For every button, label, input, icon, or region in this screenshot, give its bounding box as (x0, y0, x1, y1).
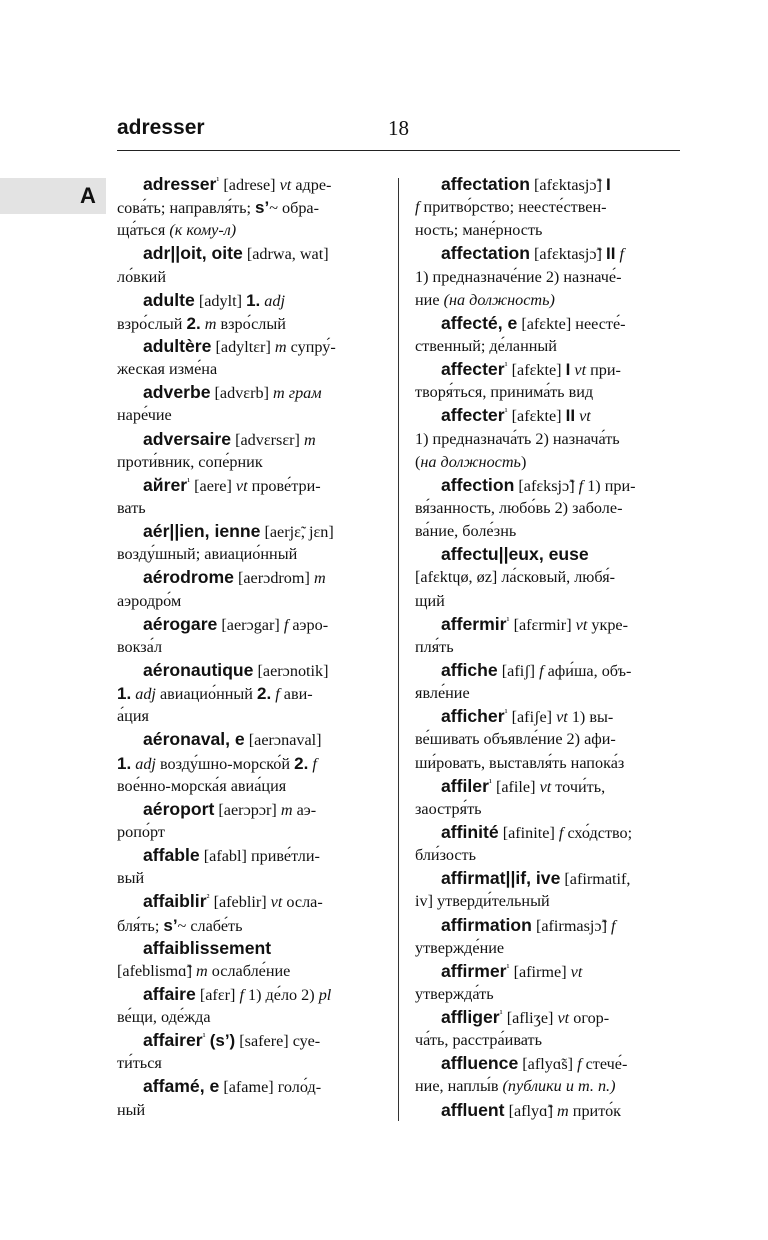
entry-text: осла- (282, 893, 323, 912)
headword: affection (441, 474, 515, 495)
entry-line (117, 566, 364, 589)
entry-text: [adylt] (194, 291, 247, 310)
entry-text: [afiʃe] (507, 708, 557, 727)
entry-line (117, 613, 364, 636)
entry-text: ( (415, 452, 421, 471)
entry-text: ¹ (506, 962, 510, 974)
grammar-label: m (196, 961, 208, 980)
entry-text: возду́шно-морско́й (155, 754, 295, 773)
entry-line (415, 937, 677, 960)
entry-line (117, 705, 364, 728)
grammar-label: m (557, 1101, 569, 1120)
entry-line (415, 682, 677, 705)
entry-text: [aere] (190, 476, 236, 495)
entry-line (415, 289, 677, 312)
headword: adresser (143, 174, 217, 194)
entry-text: [aerɔdrom] (233, 569, 314, 588)
entry-line (117, 289, 364, 312)
entry-text: бля́ть; (117, 916, 164, 935)
sense-marker: (s’) (209, 1031, 236, 1051)
headword: affecter (441, 359, 505, 380)
entry-line (117, 520, 364, 543)
entry-line (415, 914, 677, 937)
grammar-label: f (275, 685, 280, 704)
entry-line (415, 266, 677, 289)
entry-text: аэродро́м (117, 591, 182, 610)
entry-text: [safere] суе- (235, 1032, 321, 1051)
entry-text: а́ция (117, 707, 149, 726)
entry-text: адре- (291, 176, 332, 194)
entry-text: [afɛktɥø, øz] ла́сковый, любя́- (415, 568, 616, 587)
entry-text: [afɛr] (195, 985, 240, 1004)
entry-line (117, 1099, 364, 1122)
headword: aér||ien, ienne (143, 521, 261, 542)
grammar-label: f (239, 985, 244, 1004)
entry-text: супру́- (286, 337, 336, 356)
entry-text: ~ обра- (269, 199, 320, 218)
entry-line (117, 381, 364, 404)
grammar-label: f (619, 245, 624, 264)
entry-text: ши́ровать, выставля́ть напока́з (415, 753, 625, 772)
entry-text: [afɛkte] (507, 361, 566, 380)
entry-line (117, 821, 364, 844)
entry-line (117, 844, 364, 867)
entry-line (415, 543, 677, 566)
entry-line (117, 266, 364, 289)
grammar-label: m (204, 314, 217, 333)
headword: affinité (441, 821, 499, 842)
grammar-label: pl (318, 985, 332, 1004)
entry-line (415, 520, 677, 543)
entry-text: вать (117, 498, 146, 517)
entry-text: вый (117, 869, 145, 888)
entry-line (415, 590, 677, 613)
sense-marker: 2. (186, 313, 201, 333)
grammar-label: vt (556, 708, 568, 727)
grammar-label: f (283, 615, 289, 634)
headword: affectation (441, 243, 530, 264)
entry-text: проти́вник, сопе́рник (117, 452, 263, 471)
headword: affaire (143, 983, 196, 1004)
sense-marker: s’ (255, 198, 270, 218)
entry-line (117, 1006, 364, 1029)
entry-text: [afirmasjɔ̃] (531, 916, 612, 935)
entry-line (415, 1099, 677, 1122)
entry-text: [aflyɑ̃] (504, 1101, 558, 1120)
headword: affairer (143, 1030, 203, 1051)
grammar-label: vt (579, 407, 591, 426)
headword: adr||oit, oite (143, 243, 243, 264)
entry-line (415, 867, 677, 890)
entry-text: точи́ть, (551, 777, 606, 796)
entry-line (117, 798, 364, 821)
entry-text: вя́занность, любо́вь 2) заболе- (415, 498, 623, 517)
entry-text: ¹ (216, 175, 220, 187)
grammar-label: f (539, 661, 544, 680)
entry-line (415, 1029, 677, 1052)
entry-line (117, 428, 364, 451)
sense-marker: 1. (117, 753, 132, 773)
entry-text: ние, наплы́в (415, 1077, 503, 1096)
entry-line (117, 312, 364, 335)
entry-text: ¹ (499, 1008, 503, 1020)
entry-line (415, 242, 677, 265)
entry-line (415, 335, 677, 358)
entry-text: [afɛkte] неесте́- (517, 314, 626, 333)
entry-line (117, 242, 364, 265)
entry-text: [adyltɛr] (211, 337, 275, 356)
entry-text: прове́три- (247, 476, 321, 495)
entry-line (415, 728, 677, 751)
entry-line (117, 335, 364, 358)
entry-text: [aflyɑ̃s] (518, 1055, 578, 1074)
entry-text: [afɛktasjɔ̃] (529, 176, 606, 194)
entry-line (117, 983, 364, 1006)
entry-text: ве́щи, оде́жда (117, 1008, 211, 1027)
headword: affirmat||if, ive (441, 868, 561, 889)
entry-line (415, 404, 677, 427)
entry-text: 1) предназнача́ть 2) назнача́ть (415, 429, 620, 448)
entry-line (415, 890, 677, 913)
entry-text: заостря́ть (415, 799, 482, 818)
entry-line (117, 219, 364, 242)
entry-line (415, 983, 677, 1006)
entry-line (117, 775, 364, 798)
entry-line (415, 196, 677, 219)
entry-text: [afɛkte] (507, 407, 566, 426)
entry-text: при- (586, 361, 621, 380)
entry-text: схо́дство; (563, 823, 633, 842)
entry-text: [advɛrb] (210, 384, 274, 403)
entry-line (117, 659, 364, 682)
headword: aéroport (143, 798, 215, 819)
entry-line (117, 636, 364, 659)
entry-text: ло́вкий (117, 267, 167, 286)
entry-text: [afɛktasjɔ̃] (529, 245, 606, 264)
entry-line (117, 196, 364, 219)
grammar-label: vt (575, 615, 588, 634)
entry-text: вокза́л (117, 637, 163, 656)
entry-line (415, 173, 677, 196)
entry-text: ¹ (488, 777, 492, 789)
grammar-label: vt (570, 962, 583, 981)
grammar-label: vt (574, 361, 587, 380)
entry-text: жеская изме́на (117, 360, 218, 379)
sense-marker: 2. (294, 753, 309, 773)
headword: affaiblir (143, 891, 207, 912)
entry-text: [afile] (491, 777, 540, 796)
entry-text: [afliʒe] (502, 1009, 558, 1028)
entry-text: пля́ть (415, 637, 454, 656)
entry-text: 1) де́ло 2) (243, 985, 319, 1004)
entry-text: ¹ (187, 476, 191, 488)
grammar-label: f (578, 476, 584, 495)
entry-text: ² (206, 892, 210, 904)
entry-line (117, 914, 364, 937)
entry-line (415, 636, 677, 659)
entry-line (117, 497, 364, 520)
entry-text: щий (415, 591, 445, 610)
entry-line (117, 474, 364, 497)
entry-text: [afame] голо́д- (219, 1078, 322, 1097)
entry-line (117, 960, 364, 983)
entry-line (415, 821, 677, 844)
entry-text: афи́ша, объ- (543, 661, 632, 680)
entry-text: ¹ (202, 1031, 206, 1043)
entry-text: [aerjɛ̃, jɛn] (260, 523, 334, 542)
headword: affluent (441, 1099, 505, 1120)
headword: aéronautique (143, 659, 254, 680)
entry-text: вое́нно-морска́я авиа́ция (117, 776, 287, 795)
entry-text: ¹ (504, 407, 508, 419)
entry-line (415, 1052, 677, 1075)
entry-text: [afɛksjɔ̃] (514, 476, 579, 495)
sense-marker: I (605, 175, 611, 194)
headword: adulte (143, 289, 195, 310)
entry-line (415, 381, 677, 404)
entry-text: [afeblir] (209, 893, 271, 912)
entry-text: возду́шный; авиацио́нный (117, 545, 298, 564)
entry-text: огор- (569, 1009, 610, 1028)
grammar-label: adj (135, 754, 156, 773)
entry-line (117, 1075, 364, 1098)
entry-line (415, 659, 677, 682)
entry-text: ¹ (504, 360, 508, 372)
entry-line (415, 1075, 677, 1098)
entry-line (415, 497, 677, 520)
entry-line (415, 219, 677, 242)
grammar-label: m (274, 337, 287, 356)
headword: aéronaval, e (143, 729, 245, 750)
entry-text: укре- (587, 615, 629, 634)
entry-text: [adrwa, wat] (242, 245, 329, 264)
grammar-label: m (280, 800, 293, 819)
entry-text: 1) вы- (567, 708, 614, 727)
entry-line (117, 867, 364, 890)
headword: affamé, e (143, 1076, 220, 1097)
entry-text: утвержде́ние (415, 938, 505, 957)
headword: affaiblissement (143, 937, 272, 958)
entry-line (415, 358, 677, 381)
grammar-label: vt (539, 777, 552, 796)
grammar-label: m (303, 430, 316, 449)
entry-text: [afirme] (509, 962, 571, 981)
entry-text: аэро- (288, 615, 329, 634)
sense-marker: II (605, 244, 616, 264)
left-column (117, 173, 364, 1122)
entry-line (415, 312, 677, 335)
headword: adversaire (143, 428, 232, 449)
entry-text: [afeblismɑ̃] (117, 961, 197, 980)
entry-line (117, 1052, 364, 1075)
running-head-word: adresser (117, 116, 205, 139)
headword: affecté, e (441, 312, 518, 333)
entry-line (117, 682, 364, 705)
headword: affecter (441, 405, 505, 426)
entry-text: наре́чие (117, 406, 172, 425)
entry-text: [adrese] (219, 176, 280, 194)
grammar-label: adj (135, 685, 156, 704)
headword: affiche (441, 659, 498, 680)
entry-line (415, 613, 677, 636)
headword: affermir (441, 613, 507, 634)
grammar-label: (к кому-л) (169, 221, 237, 240)
headword: afficher (441, 706, 505, 727)
entry-text: притво́рство; неесте́ствен- (419, 198, 607, 217)
entry-text: ти́ться (117, 1054, 162, 1073)
entry-text: [afɛrmir] (509, 615, 576, 634)
headword: adultère (143, 335, 212, 356)
entry-text: творя́ться, принима́ть вид (415, 383, 594, 402)
grammar-label: (публики и т. п.) (502, 1077, 616, 1096)
headword: aérodrome (143, 567, 234, 588)
entry-line (117, 728, 364, 751)
entry-line (415, 705, 677, 728)
entry-text: прито́к (568, 1101, 622, 1120)
entry-text: ща́ться (117, 221, 170, 240)
entry-line (117, 1029, 364, 1052)
headword: affluence (441, 1053, 519, 1074)
entry-text: ственный; де́ланный (415, 336, 557, 355)
grammar-label: f (312, 754, 317, 773)
entry-text: [advɛrsɛr] (231, 430, 304, 449)
entry-text: ча́ть, расстра́ивать (415, 1031, 542, 1050)
headword: affliger (441, 1007, 500, 1028)
grammar-label: adj (264, 291, 285, 310)
thumb-index-letter: A (80, 183, 96, 208)
headword: affable (143, 845, 200, 866)
grammar-label: m грам (273, 384, 322, 403)
entry-text: сова́ть; направля́ть; (117, 199, 256, 218)
entry-text: [aerɔnotik] (253, 661, 329, 680)
entry-line (117, 752, 364, 775)
entry-text: авиацио́нный (155, 685, 257, 704)
grammar-label: m (313, 569, 326, 588)
grammar-label: f (611, 916, 616, 935)
headword: affiler (441, 775, 489, 796)
entry-text: бли́зость (415, 846, 477, 865)
entry-line (415, 775, 677, 798)
entry-line (117, 543, 364, 566)
right-column (415, 173, 677, 1122)
entry-text: взро́слый (216, 314, 286, 333)
headword: affectu||eux, euse (441, 544, 589, 565)
grammar-label: vt (557, 1009, 570, 1028)
grammar-label: f (577, 1055, 582, 1074)
sense-marker: I (565, 360, 571, 380)
entry-text: [aerɔpɔr] (214, 800, 281, 819)
entry-text: [afiʃ] (497, 661, 540, 680)
entry-text: ние (415, 290, 444, 309)
entry-line (117, 890, 364, 913)
entry-text: ропо́рт (117, 822, 165, 841)
entry-text: ослабле́ние (207, 961, 291, 980)
entry-text: взро́слый (117, 314, 187, 333)
entry-line (117, 937, 364, 960)
headword: affectation (441, 174, 530, 194)
entry-line (117, 358, 364, 381)
entry-text: [aerɔnaval] (244, 731, 322, 750)
entry-text: [afinite] (498, 823, 559, 842)
entry-text: ¹ (504, 707, 508, 719)
entry-text: аэ- (292, 800, 317, 819)
entry-text: явле́ние (415, 684, 470, 703)
headword: adverbe (143, 382, 211, 403)
entry-line (415, 960, 677, 983)
grammar-label: vt (235, 476, 248, 495)
entry-line (415, 566, 677, 589)
headword: affirmer (441, 960, 507, 981)
entry-text: iv] утверди́тельный (415, 892, 550, 911)
entry-text: 1) при- (583, 476, 636, 495)
entry-text: [afirmatif, (560, 870, 631, 889)
entry-text: стече́- (581, 1055, 628, 1074)
entry-line (117, 404, 364, 427)
entry-text: [afabl] приве́тли- (199, 847, 320, 866)
grammar-label: vt (279, 176, 292, 194)
entry-text: ) (520, 452, 527, 471)
sense-marker: II (565, 406, 576, 426)
headword: aérogare (143, 613, 218, 634)
page-number: 18 (388, 116, 409, 140)
entry-text: ность; мане́рность (415, 221, 543, 240)
sense-marker: 1. (246, 290, 261, 310)
header-rule (117, 150, 680, 151)
sense-marker: 1. (117, 684, 132, 704)
grammar-label: vt (270, 893, 283, 912)
entry-text: ве́шивать объявле́ние 2) афи- (415, 730, 616, 749)
grammar-label: на должность (420, 452, 521, 471)
grammar-label: (на должность) (443, 290, 555, 309)
entry-text: 1) предназначе́ние 2) назначе́- (415, 267, 622, 286)
entry-text: ¹ (506, 615, 510, 627)
headword: affirmation (441, 914, 532, 935)
entry-line (415, 428, 677, 451)
entry-line (117, 173, 364, 196)
entry-text: утвержда́ть (415, 984, 494, 1003)
column-divider (398, 178, 399, 1121)
entry-text: ~ слабе́ть (177, 916, 243, 935)
entry-line (415, 1006, 677, 1029)
entry-text: ный (117, 1100, 146, 1119)
sense-marker: 2. (256, 684, 272, 704)
sense-marker: s’ (163, 915, 178, 935)
entry-line (415, 752, 677, 775)
entry-text: ави- (279, 685, 313, 704)
entry-line (415, 451, 677, 474)
entry-text: [aerɔgar] (217, 615, 284, 634)
entry-line (117, 451, 364, 474)
entry-line (415, 474, 677, 497)
entry-line (415, 798, 677, 821)
entry-text: ва́ние, боле́знь (415, 522, 517, 541)
grammar-label: f (415, 198, 420, 217)
grammar-label: f (558, 823, 564, 842)
entry-line (415, 844, 677, 867)
entry-line (117, 590, 364, 613)
headword: aйrer (143, 474, 188, 495)
